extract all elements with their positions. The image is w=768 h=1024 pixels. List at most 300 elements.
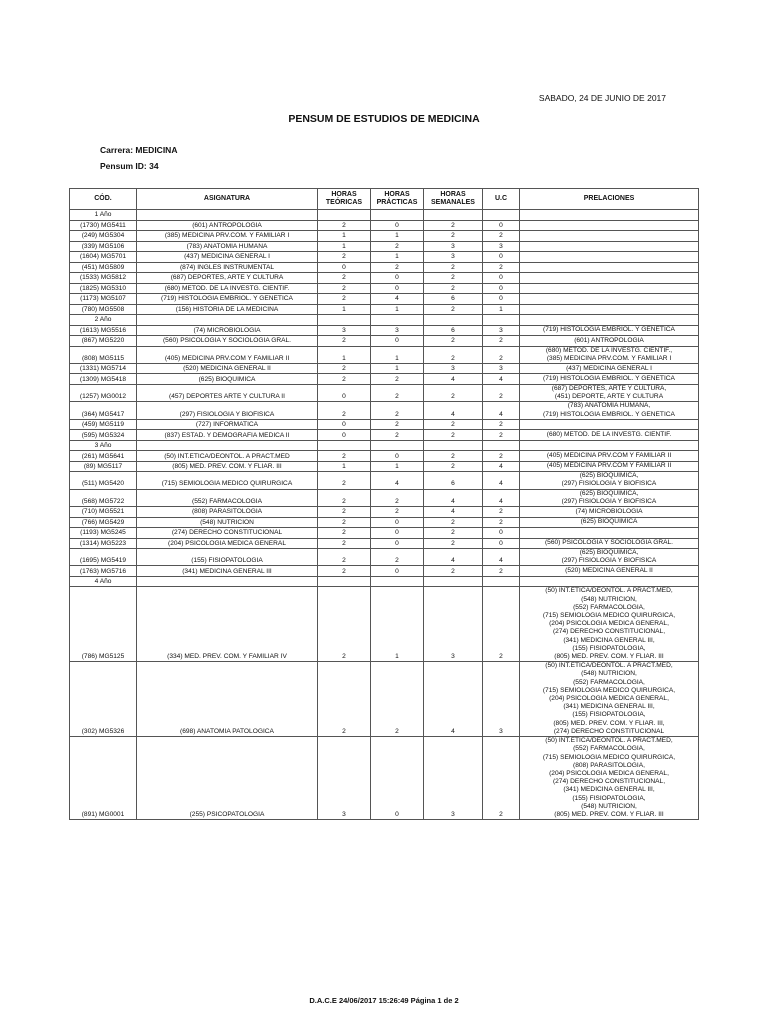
cell-horas-semanales: 2: [424, 283, 483, 294]
cell-horas-semanales: 3: [424, 241, 483, 252]
table-row: [70, 737, 699, 820]
table-row: [70, 220, 699, 231]
cell-horas-practicas: 0: [371, 566, 424, 577]
cell-asignatura: (808) PARASITOLOGIA: [137, 507, 318, 518]
table-row: [70, 461, 699, 472]
cell-asignatura: (601) ANTROPOLOGIA: [137, 220, 318, 231]
cell-codigo: (1763) MG5716: [70, 566, 137, 577]
page-footer: D.A.C.E 24/06/2017 15:26:49 Página 1 de 2: [309, 996, 459, 1005]
prelacion-item: (520) MEDICINA GENERAL II: [565, 567, 653, 575]
cell-horas-semanales: 3: [424, 737, 483, 820]
cell-horas-practicas: 0: [371, 451, 424, 462]
table-row: [70, 325, 699, 336]
cell-horas-teoricas: 2: [318, 374, 371, 385]
empty-cell: [520, 315, 699, 326]
cell-horas-semanales: 6: [424, 472, 483, 489]
cell-asignatura: (334) MED. PREV. COM. Y FAMILIAR IV: [137, 587, 318, 662]
prelacion-item: (155) FISIOPATOLOGIA,: [572, 644, 646, 652]
cell-horas-teoricas: 2: [318, 283, 371, 294]
prelacion-item: (74) MICROBIOLOGIA: [575, 507, 643, 515]
cell-horas-practicas: 4: [371, 294, 424, 305]
cell-uc: 4: [483, 461, 520, 472]
cell-asignatura: (805) MED. PREV. COM. Y FLIAR. III: [137, 461, 318, 472]
cell-horas-semanales: 3: [424, 363, 483, 374]
cell-uc: 0: [483, 538, 520, 549]
prelacion-item: (341) MEDICINA GENERAL III,: [563, 703, 655, 711]
cell-horas-teoricas: 1: [318, 304, 371, 315]
col-header-codigo: CÓD.: [70, 189, 137, 210]
cell-prelaciones: [520, 737, 699, 820]
prelacion-item: (625) BIOQUIMICA,: [579, 472, 639, 480]
cell-horas-practicas: 0: [371, 737, 424, 820]
table-row: [70, 363, 699, 374]
prelacion-item: (274) DERECHO CONSTITUCIONAL: [553, 727, 665, 735]
cell-horas-practicas: 2: [371, 662, 424, 737]
empty-cell: [371, 440, 424, 451]
cell-horas-semanales: 4: [424, 507, 483, 518]
empty-cell: [483, 315, 520, 326]
table-row: [70, 283, 699, 294]
table-row: [70, 507, 699, 518]
prelacion-item: (715) SEMIOLOGIA MEDICO QUIRURGICA,: [542, 612, 676, 620]
cell-prelaciones: [520, 549, 699, 566]
cell-codigo: (89) MG5117: [70, 461, 137, 472]
cell-prelaciones: [520, 294, 699, 305]
prelacion-item: (297) FISIOLOGIA Y BIOFISICA: [561, 557, 657, 565]
cell-horas-practicas: 0: [371, 538, 424, 549]
cell-uc: 4: [483, 402, 520, 419]
cell-asignatura: (385) MEDICINA PRV.COM. Y FAMILIAR I: [137, 231, 318, 242]
cell-asignatura: (715) SEMIOLOGIA MEDICO QUIRURGICA: [137, 472, 318, 489]
prelacion-item: (155) FISIOPATOLOGIA,: [572, 794, 646, 802]
prelacion-item: (548) NUTRICION,: [581, 595, 637, 603]
prelacion-item: (687) DEPORTES, ARTE Y CULTURA,: [551, 384, 667, 392]
table-row: [70, 451, 699, 462]
year-label: 3 Año: [70, 440, 137, 451]
cell-asignatura: (687) DEPORTES, ARTE Y CULTURA: [137, 273, 318, 284]
prelacion-item: (405) MEDICINA PRV.COM Y FAMILIAR II: [546, 462, 672, 470]
table-header-row: [70, 189, 699, 210]
cell-codigo: (1604) MG5701: [70, 252, 137, 263]
cell-horas-semanales: 2: [424, 430, 483, 441]
empty-cell: [424, 210, 483, 221]
cell-horas-practicas: 2: [371, 402, 424, 419]
cell-prelaciones: [520, 587, 699, 662]
cell-asignatura: (698) ANATOMIA PATOLOGICA: [137, 662, 318, 737]
cell-codigo: (1331) MG5714: [70, 363, 137, 374]
cell-horas-semanales: 2: [424, 273, 483, 284]
cell-horas-teoricas: 1: [318, 461, 371, 472]
prelacion-item: (601) ANTROPOLOGIA: [574, 336, 644, 344]
empty-cell: [483, 440, 520, 451]
prelacion-item: (297) FISIOLOGIA Y BIOFISICA: [561, 497, 657, 505]
empty-cell: [520, 440, 699, 451]
cell-horas-teoricas: 1: [318, 241, 371, 252]
cell-horas-teoricas: 2: [318, 587, 371, 662]
prelacion-item: (548) NUTRICION,: [581, 670, 637, 678]
cell-codigo: (891) MG0001: [70, 737, 137, 820]
table-body: [70, 210, 699, 820]
cell-asignatura: (405) MEDICINA PRV.COM Y FAMILIAR II: [137, 346, 318, 363]
cell-horas-teoricas: 2: [318, 662, 371, 737]
cell-horas-practicas: 1: [371, 346, 424, 363]
prelacion-item: (552) FARMACOLOGIA,: [573, 745, 645, 753]
cell-horas-practicas: 1: [371, 304, 424, 315]
cell-codigo: (511) MG5420: [70, 472, 137, 489]
cell-horas-teoricas: 2: [318, 507, 371, 518]
cell-prelaciones: [520, 220, 699, 231]
prelacion-item: (50) INT.ETICA/DEONTOL. A PRACT.MED,: [545, 662, 673, 670]
cell-horas-semanales: 3: [424, 252, 483, 263]
cell-uc: 4: [483, 549, 520, 566]
cell-horas-semanales: 6: [424, 294, 483, 305]
cell-uc: 2: [483, 231, 520, 242]
cell-horas-teoricas: 3: [318, 737, 371, 820]
prelacion-item: (625) BIOQUIMICA: [580, 518, 638, 526]
cell-horas-practicas: 2: [371, 384, 424, 401]
table-row: [70, 402, 699, 419]
cell-horas-practicas: 1: [371, 363, 424, 374]
empty-cell: [371, 315, 424, 326]
cell-horas-practicas: 4: [371, 472, 424, 489]
cell-prelaciones: [520, 304, 699, 315]
cell-uc: 2: [483, 336, 520, 347]
cell-horas-teoricas: 2: [318, 252, 371, 263]
cell-horas-semanales: 2: [424, 451, 483, 462]
cell-uc: 2: [483, 507, 520, 518]
pensum-id-label: Pensum ID: 34: [100, 161, 159, 171]
cell-prelaciones: [520, 566, 699, 577]
table-row: [70, 517, 699, 528]
empty-cell: [318, 315, 371, 326]
cell-prelaciones: [520, 538, 699, 549]
cell-codigo: (261) MG5641: [70, 451, 137, 462]
cell-horas-semanales: 2: [424, 461, 483, 472]
empty-cell: [424, 315, 483, 326]
cell-prelaciones: [520, 325, 699, 336]
cell-uc: 1: [483, 304, 520, 315]
cell-horas-semanales: 4: [424, 662, 483, 737]
year-section-row: [70, 576, 699, 587]
cell-codigo: (1695) MG5419: [70, 549, 137, 566]
cell-horas-semanales: 2: [424, 231, 483, 242]
cell-horas-semanales: 2: [424, 517, 483, 528]
cell-codigo: (1257) MG0012: [70, 384, 137, 401]
cell-horas-teoricas: 2: [318, 451, 371, 462]
table-row: [70, 549, 699, 566]
empty-cell: [424, 576, 483, 587]
cell-horas-practicas: 1: [371, 461, 424, 472]
empty-cell: [318, 210, 371, 221]
cell-prelaciones: [520, 283, 699, 294]
cell-horas-teoricas: 2: [318, 336, 371, 347]
cell-codigo: (1309) MG5418: [70, 374, 137, 385]
cell-codigo: (808) MG5115: [70, 346, 137, 363]
cell-horas-teoricas: 0: [318, 419, 371, 430]
cell-prelaciones: [520, 363, 699, 374]
prelacion-item: (204) PSICOLOGIA MEDICA GENERAL,: [549, 620, 669, 628]
cell-horas-teoricas: 2: [318, 273, 371, 284]
prelacion-item: (385) MEDICINA PRV.COM. Y FAMILIAR I: [546, 354, 672, 362]
cell-horas-semanales: 3: [424, 587, 483, 662]
empty-cell: [137, 440, 318, 451]
table-row: [70, 304, 699, 315]
cell-codigo: (1825) MG5310: [70, 283, 137, 294]
table-row: [70, 538, 699, 549]
cell-asignatura: (874) INGLES INSTRUMENTAL: [137, 262, 318, 273]
cell-uc: 2: [483, 346, 520, 363]
cell-codigo: (766) MG5429: [70, 517, 137, 528]
prelacion-item: (274) DERECHO CONSTITUCIONAL,: [552, 778, 666, 786]
cell-horas-teoricas: 2: [318, 528, 371, 539]
cell-horas-semanales: 2: [424, 538, 483, 549]
cell-asignatura: (457) DEPORTES ARTE Y CULTURA II: [137, 384, 318, 401]
cell-prelaciones: [520, 472, 699, 489]
cell-prelaciones: [520, 374, 699, 385]
year-label: 1 Año: [70, 210, 137, 221]
cell-uc: 2: [483, 737, 520, 820]
prelacion-item: (680) METOD. DE LA INVESTG. CIENTIF.: [546, 430, 672, 438]
cell-codigo: (339) MG5106: [70, 241, 137, 252]
prelacion-item: (405) MEDICINA PRV.COM Y FAMILIAR II: [546, 451, 672, 459]
cell-uc: 2: [483, 262, 520, 273]
cell-codigo: (249) MG5304: [70, 231, 137, 242]
cell-prelaciones: [520, 662, 699, 737]
empty-cell: [318, 576, 371, 587]
cell-asignatura: (50) INT.ETICA/DEONTOL. A PRACT.MED: [137, 451, 318, 462]
cell-horas-practicas: 2: [371, 430, 424, 441]
cell-codigo: (1193) MG5245: [70, 528, 137, 539]
cell-horas-teoricas: 2: [318, 294, 371, 305]
cell-horas-semanales: 2: [424, 566, 483, 577]
cell-codigo: (786) MG5125: [70, 587, 137, 662]
cell-horas-semanales: 2: [424, 384, 483, 401]
cell-horas-teoricas: 2: [318, 538, 371, 549]
cell-codigo: (867) MG5220: [70, 336, 137, 347]
col-header-horas-practicas: HORAS PRÁCTICAS: [371, 189, 424, 210]
cell-asignatura: (837) ESTAD. Y DEMOGRAFIA MEDICA II: [137, 430, 318, 441]
cell-uc: 0: [483, 283, 520, 294]
cell-uc: 2: [483, 517, 520, 528]
pensum-table: [69, 188, 699, 820]
cell-codigo: (710) MG5521: [70, 507, 137, 518]
empty-cell: [371, 210, 424, 221]
table-row: [70, 662, 699, 737]
empty-cell: [137, 576, 318, 587]
table-row: [70, 528, 699, 539]
prelacion-item: (560) PSICOLOGIA Y SOCIOLOGIA GRAL.: [544, 539, 674, 547]
table-row: [70, 430, 699, 441]
cell-asignatura: (297) FISIOLOGIA Y BIOFISICA: [137, 402, 318, 419]
cell-horas-practicas: 2: [371, 374, 424, 385]
prelacion-item: (297) FISIOLOGIA Y BIOFISICA: [561, 480, 657, 488]
cell-uc: 0: [483, 273, 520, 284]
year-label: 4 Año: [70, 576, 137, 587]
cell-uc: 4: [483, 489, 520, 506]
empty-cell: [483, 210, 520, 221]
cell-horas-teoricas: 3: [318, 325, 371, 336]
cell-uc: 4: [483, 374, 520, 385]
empty-cell: [318, 440, 371, 451]
cell-horas-practicas: 2: [371, 489, 424, 506]
cell-horas-semanales: 2: [424, 528, 483, 539]
cell-uc: 3: [483, 662, 520, 737]
prelacion-item: (274) DERECHO CONSTITUCIONAL,: [552, 628, 666, 636]
prelacion-item: (50) INT.ETICA/DEONTOL. A PRACT.MED,: [545, 737, 673, 745]
cell-uc: 2: [483, 566, 520, 577]
prelacion-item: (808) PARASITOLOGIA,: [573, 761, 645, 769]
prelacion-item: (719) HISTOLOGIA EMBRIOL. Y GENETICA: [543, 410, 675, 418]
cell-horas-semanales: 2: [424, 336, 483, 347]
cell-horas-practicas: 2: [371, 507, 424, 518]
cell-horas-practicas: 0: [371, 517, 424, 528]
prelacion-item: (625) BIOQUIMICA,: [579, 549, 639, 557]
prelacion-item: (715) SEMIOLOGIA MEDICO QUIRURGICA,: [542, 686, 676, 694]
cell-asignatura: (560) PSICOLOGIA Y SOCIOLOGIA GRAL.: [137, 336, 318, 347]
prelacion-item: (719) HISTOLOGIA EMBRIOL. Y GENETICA: [543, 326, 675, 334]
table-row: [70, 336, 699, 347]
cell-horas-semanales: 2: [424, 220, 483, 231]
year-section-row: [70, 440, 699, 451]
table-row: [70, 273, 699, 284]
cell-horas-teoricas: 2: [318, 402, 371, 419]
cell-asignatura: (74) MICROBIOLOGIA: [137, 325, 318, 336]
cell-horas-semanales: 2: [424, 346, 483, 363]
cell-codigo: (1730) MG5411: [70, 220, 137, 231]
cell-codigo: (595) MG5324: [70, 430, 137, 441]
document-title: PENSUM DE ESTUDIOS DE MEDICINA: [288, 113, 480, 125]
cell-codigo: (302) MG5326: [70, 662, 137, 737]
cell-asignatura: (255) PSICOPATOLOGIA: [137, 737, 318, 820]
cell-prelaciones: [520, 517, 699, 528]
prelacion-item: (783) ANATOMIA HUMANA,: [567, 402, 651, 410]
cell-codigo: (568) MG5722: [70, 489, 137, 506]
cell-horas-practicas: 0: [371, 273, 424, 284]
cell-prelaciones: [520, 336, 699, 347]
year-label: 2 Año: [70, 315, 137, 326]
cell-prelaciones: [520, 252, 699, 263]
cell-asignatura: (719) HISTOLOGIA EMBRIOL. Y GENETICA: [137, 294, 318, 305]
cell-prelaciones: [520, 507, 699, 518]
table-row: [70, 374, 699, 385]
cell-uc: 0: [483, 220, 520, 231]
cell-prelaciones: [520, 384, 699, 401]
cell-uc: 0: [483, 294, 520, 305]
cell-codigo: (1613) MG5516: [70, 325, 137, 336]
cell-codigo: (1314) MG5223: [70, 538, 137, 549]
cell-prelaciones: [520, 262, 699, 273]
empty-cell: [520, 210, 699, 221]
prelacion-item: (155) FISIOPATOLOGIA,: [572, 711, 646, 719]
year-section-row: [70, 315, 699, 326]
col-header-prelaciones: PRELACIONES: [520, 189, 699, 210]
cell-uc: 0: [483, 528, 520, 539]
cell-asignatura: (341) MEDICINA GENERAL III: [137, 566, 318, 577]
prelacion-item: (805) MED. PREV. COM. Y FLIAR. III,: [553, 719, 665, 727]
table-row: [70, 472, 699, 489]
cell-uc: 2: [483, 430, 520, 441]
cell-horas-semanales: 6: [424, 325, 483, 336]
cell-asignatura: (548) NUTRICION: [137, 517, 318, 528]
cell-asignatura: (274) DERECHO CONSTITUCIONAL: [137, 528, 318, 539]
prelacion-item: (625) BIOQUIMICA,: [579, 489, 639, 497]
col-header-horas-semanales: HORAS SEMANALES: [424, 189, 483, 210]
cell-prelaciones: [520, 528, 699, 539]
empty-cell: [483, 576, 520, 587]
cell-horas-semanales: 4: [424, 549, 483, 566]
cell-horas-practicas: 1: [371, 587, 424, 662]
cell-uc: 3: [483, 241, 520, 252]
cell-codigo: (459) MG5119: [70, 419, 137, 430]
cell-uc: 3: [483, 325, 520, 336]
prelacion-item: (437) MEDICINA GENERAL I: [566, 364, 652, 372]
prelacion-item: (805) MED. PREV. COM. Y FLIAR. III: [554, 653, 664, 661]
cell-horas-semanales: 4: [424, 402, 483, 419]
cell-asignatura: (155) FISIOPATOLOGIA: [137, 549, 318, 566]
cell-horas-semanales: 4: [424, 489, 483, 506]
cell-asignatura: (625) BIOQUIMICA: [137, 374, 318, 385]
cell-asignatura: (520) MEDICINA GENERAL II: [137, 363, 318, 374]
cell-horas-semanales: 2: [424, 262, 483, 273]
prelacion-item: (680) METOD. DE LA INVESTG. CIENTIF.,: [545, 346, 673, 354]
cell-asignatura: (783) ANATOMIA HUMANA: [137, 241, 318, 252]
cell-prelaciones: [520, 273, 699, 284]
cell-horas-practicas: 3: [371, 325, 424, 336]
cell-horas-teoricas: 2: [318, 363, 371, 374]
cell-codigo: (451) MG5809: [70, 262, 137, 273]
table-row: [70, 419, 699, 430]
cell-horas-practicas: 2: [371, 241, 424, 252]
cell-prelaciones: [520, 451, 699, 462]
cell-uc: 2: [483, 384, 520, 401]
col-header-asignatura: ASIGNATURA: [137, 189, 318, 210]
cell-horas-practicas: 1: [371, 252, 424, 263]
table-row: [70, 384, 699, 401]
cell-horas-practicas: 0: [371, 220, 424, 231]
cell-codigo: (1533) MG5812: [70, 273, 137, 284]
col-header-horas-teoricas: HORAS TEÓRICAS: [318, 189, 371, 210]
empty-cell: [371, 576, 424, 587]
table-row: [70, 241, 699, 252]
cell-horas-practicas: 2: [371, 549, 424, 566]
cell-horas-teoricas: 2: [318, 549, 371, 566]
carrera-label: Carrera: MEDICINA: [100, 145, 178, 155]
cell-prelaciones: [520, 430, 699, 441]
cell-asignatura: (156) HISTORIA DE LA MEDICINA: [137, 304, 318, 315]
cell-codigo: (364) MG5417: [70, 402, 137, 419]
cell-codigo: (1173) MG5107: [70, 294, 137, 305]
cell-uc: 0: [483, 252, 520, 263]
cell-uc: 2: [483, 419, 520, 430]
cell-asignatura: (204) PSICOLOGIA MEDICA GENERAL: [137, 538, 318, 549]
prelacion-item: (719) HISTOLOGIA EMBRIOL. Y GENETICA: [543, 375, 675, 383]
cell-horas-teoricas: 0: [318, 384, 371, 401]
cell-horas-semanales: 2: [424, 419, 483, 430]
cell-horas-teoricas: 2: [318, 517, 371, 528]
cell-horas-teoricas: 2: [318, 472, 371, 489]
prelacion-item: (204) PSICOLOGIA MEDICA GENERAL,: [549, 695, 669, 703]
cell-horas-teoricas: 2: [318, 489, 371, 506]
prelacion-item: (341) MEDICINA GENERAL III,: [563, 636, 655, 644]
col-header-uc: U.C: [483, 189, 520, 210]
cell-uc: 2: [483, 451, 520, 462]
prelacion-item: (552) FARMACOLOGIA,: [573, 603, 645, 611]
cell-horas-teoricas: 0: [318, 430, 371, 441]
table-row: [70, 252, 699, 263]
cell-horas-practicas: 2: [371, 419, 424, 430]
prelacion-item: (204) PSICOLOGIA MEDICA GENERAL,: [549, 769, 669, 777]
cell-prelaciones: [520, 419, 699, 430]
